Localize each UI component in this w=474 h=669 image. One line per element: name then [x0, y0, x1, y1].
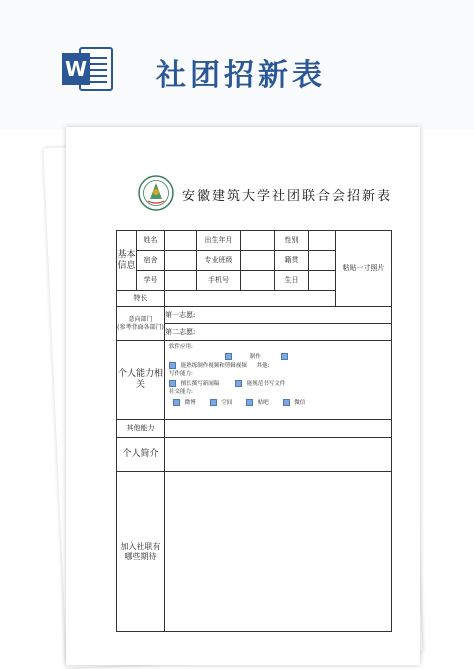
intro-label: 个人简介	[117, 438, 165, 472]
word-icon	[62, 44, 114, 94]
social-options[interactable]: 微博 空间 贴吧 微信	[173, 399, 305, 407]
software-video-option[interactable]: 能熟练制作视频和剪辑视频 其他:	[169, 362, 269, 370]
specialty-label: 特长	[117, 291, 165, 307]
checkbox-icon[interactable]	[225, 353, 232, 360]
other-ability-field[interactable]	[165, 420, 392, 438]
svg-text:W: W	[64, 57, 88, 81]
specialty-field[interactable]	[165, 291, 336, 307]
major-class-label: 专业班级	[197, 251, 241, 271]
native-place-label: 籍贯	[275, 251, 309, 271]
document-title: 安徽建筑大学社团联合会招新表	[182, 189, 393, 204]
birthday-field[interactable]	[309, 271, 336, 291]
name-label: 姓名	[137, 231, 165, 251]
name-field[interactable]	[165, 231, 197, 251]
gender-field[interactable]	[309, 231, 336, 251]
dept-intent-note: (参考背面各部门)	[117, 323, 164, 331]
photo-box: 粘贴一寸照片	[336, 231, 392, 307]
university-seal	[137, 174, 175, 212]
gender-label: 性别	[275, 231, 309, 251]
checkbox-icon[interactable]	[281, 353, 288, 360]
other-ability-label: 其他能力	[117, 420, 165, 438]
birth-field[interactable]	[241, 231, 275, 251]
dept-intent-label: 意向部门	[128, 316, 153, 324]
birthday-label: 生日	[275, 271, 309, 291]
student-id-field[interactable]	[165, 271, 197, 291]
birth-label: 出生年月	[197, 231, 241, 251]
basic-info-label: 基本信息	[117, 231, 137, 291]
checkbox-icon[interactable]	[173, 399, 180, 406]
writing-title: 写作能力:	[169, 371, 193, 377]
checkbox-icon[interactable]	[246, 399, 253, 406]
checkbox-icon[interactable]	[169, 362, 176, 369]
major-class-field[interactable]	[241, 251, 275, 271]
native-place-field[interactable]	[309, 251, 336, 271]
dorm-label: 宿舍	[137, 251, 165, 271]
dept-intent-cell	[117, 307, 165, 341]
software-title: 软件应用:	[169, 344, 193, 350]
student-id-label: 学号	[137, 271, 165, 291]
checkbox-icon[interactable]	[235, 380, 242, 387]
header-banner	[0, 0, 474, 130]
expectation-label: 加入社联有哪些期待	[117, 472, 165, 632]
application-form	[116, 230, 392, 632]
expectation-field[interactable]	[165, 472, 392, 632]
phone-field[interactable]	[241, 271, 275, 291]
social-title: 社交能力:	[169, 389, 193, 395]
dorm-field[interactable]	[165, 251, 197, 271]
software-make-option[interactable]: 制作	[225, 353, 288, 361]
writing-options[interactable]: 擅长撰写新闻稿 能规范书写文件	[169, 380, 285, 388]
second-wish-field[interactable]: 第二志愿:	[165, 324, 392, 341]
intro-field[interactable]	[165, 438, 392, 472]
first-wish-field[interactable]: 第一志愿:	[165, 307, 392, 324]
checkbox-icon[interactable]	[169, 380, 176, 387]
banner-title: 社团招新表	[156, 58, 326, 93]
phone-label: 手机号	[197, 271, 241, 291]
checkbox-icon[interactable]	[283, 399, 290, 406]
checkbox-icon[interactable]	[210, 399, 217, 406]
ability-cell	[165, 341, 392, 420]
ability-label: 个人能力相关	[117, 341, 165, 420]
document-page	[66, 127, 420, 665]
